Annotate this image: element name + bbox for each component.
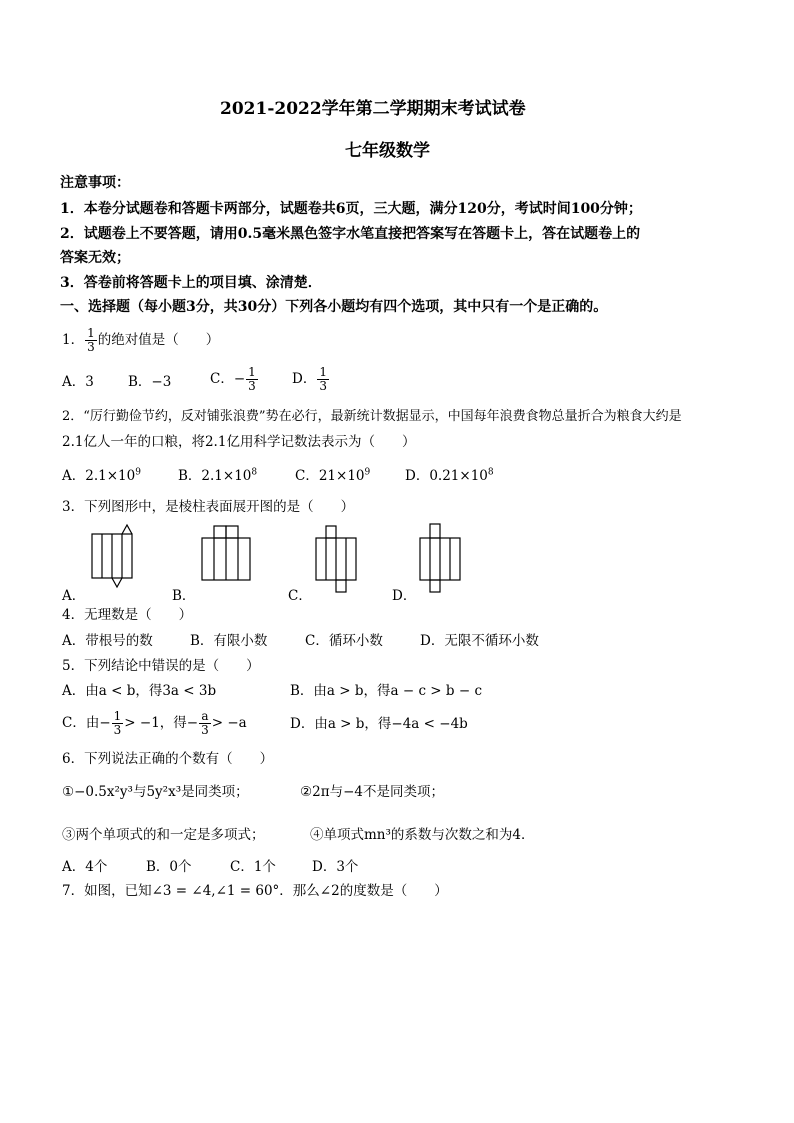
q6-statement-4: ④单项式mn³的系数与次数之和为4． bbox=[310, 827, 535, 843]
q2-option-a: A．$2.1\times 10^9$ bbox=[62, 467, 141, 484]
question-4-stem: 4．无理数是（ ） bbox=[62, 607, 193, 623]
figure-a bbox=[88, 522, 140, 592]
question-1-stem: 1． $\frac{1}{3}$ 的绝对值是（ ） bbox=[62, 326, 220, 354]
q1-option-d: D． $\frac{1}{3}$ bbox=[292, 365, 327, 393]
q4-option-b: B．有限小数 bbox=[190, 633, 268, 649]
fraction: $\frac{1}{3}$ bbox=[248, 365, 256, 393]
figure-b-label: B． bbox=[172, 588, 196, 604]
q6-option-d: D．3个 bbox=[312, 859, 359, 875]
page-title: 2021-2022学年第二学期期末考试试卷 bbox=[220, 99, 526, 119]
q2-option-d: D．$0.21\times 10^8$ bbox=[405, 467, 494, 484]
figure-b bbox=[198, 520, 254, 592]
q6-option-b: B．0个 bbox=[146, 859, 192, 875]
figure-c bbox=[312, 522, 360, 594]
q6-statement-1: ①−0.5x²y³与5y²x³是同类项； bbox=[62, 784, 249, 800]
page-subtitle: 七年级数学 bbox=[345, 141, 430, 161]
fraction: $\frac{1}{3}$ bbox=[87, 326, 95, 354]
q2-option-c: C．$21\times 10^9$ bbox=[295, 467, 371, 484]
section-1-heading: 一、选择题（每小题3分，共30分）下列各小题均有四个选项，其中只有一个是正确的。 bbox=[60, 299, 608, 315]
q5-option-d: D．由a > b，得−4a < −4b bbox=[290, 716, 468, 732]
question-6-stem: 6．下列说法正确的个数有（ ） bbox=[62, 751, 274, 767]
question-2-line-1: 2．“厉行勤俭节约，反对铺张浪费”势在必行，最新统计数据显示，中国每年浪费食物总量折合为粮食大约是 bbox=[62, 409, 682, 424]
q4-option-c: C．循环小数 bbox=[305, 633, 383, 649]
q4-option-d: D．无限不循环小数 bbox=[420, 633, 539, 649]
q6-option-a: A．4个 bbox=[62, 859, 108, 875]
q5-option-a: A．由a < b，得3a < 3b bbox=[62, 683, 217, 699]
notice-item-2-cont: 答案无效； bbox=[60, 250, 130, 266]
fraction: $\frac{a}{3}$ bbox=[201, 709, 209, 737]
question-3-stem: 3．下列图形中，是棱柱表面展开图的是（ ） bbox=[62, 499, 355, 515]
q1-option-a: A．3 bbox=[62, 374, 94, 390]
q6-option-c: C．1个 bbox=[230, 859, 276, 875]
q5-option-b: B．由a > b，得a − c > b − c bbox=[290, 683, 482, 699]
q2-option-b: B．$2.1\times 10^8$ bbox=[178, 467, 258, 484]
q4-option-a: A．带根号的数 bbox=[62, 633, 153, 649]
question-7-stem: 7．如图，已知∠3 = ∠4,∠1 = 60°．那么∠2的度数是（ ） bbox=[62, 883, 448, 899]
q1-option-c: C．− $\frac{1}{3}$ bbox=[210, 365, 256, 393]
fraction: $\frac{1}{3}$ bbox=[113, 709, 122, 737]
q6-statement-2: ②2π与−4不是同类项； bbox=[300, 784, 444, 800]
notice-item-1: 1．本卷分试题卷和答题卡两部分，试题卷共6页，三大题，满分120分，考试时间100分钟； bbox=[60, 201, 642, 217]
notice-item-3: 3．答卷前将答题卡上的项目填、涂清楚． bbox=[60, 275, 322, 291]
notice-item-2: 2．试题卷上不要答题，请用0.5毫米黑色签字水笔直接把答案写在答题卡上，答在试题卷上的 bbox=[60, 226, 641, 242]
figure-d bbox=[416, 520, 464, 594]
q1-option-b: B．−3 bbox=[128, 374, 172, 390]
fraction: $\frac{1}{3}$ bbox=[319, 365, 327, 393]
figure-c-label: C． bbox=[288, 588, 312, 604]
q5-option-c: C．由− $\frac{1}{3}$ > −1，得− $\frac{a}{3}$ > −a bbox=[62, 709, 247, 737]
notice-heading: 注意事项： bbox=[60, 175, 130, 191]
figure-a-label: A． bbox=[62, 588, 86, 604]
q6-statement-3: ③两个单项式的和一定是多项式； bbox=[62, 827, 265, 843]
figure-d-label: D． bbox=[392, 588, 417, 604]
question-5-stem: 5．下列结论中错误的是（ ） bbox=[62, 658, 260, 674]
question-2-line-2: 2.1亿人一年的口粮，将2.1亿用科学记数法表示为（ ） bbox=[62, 434, 416, 450]
